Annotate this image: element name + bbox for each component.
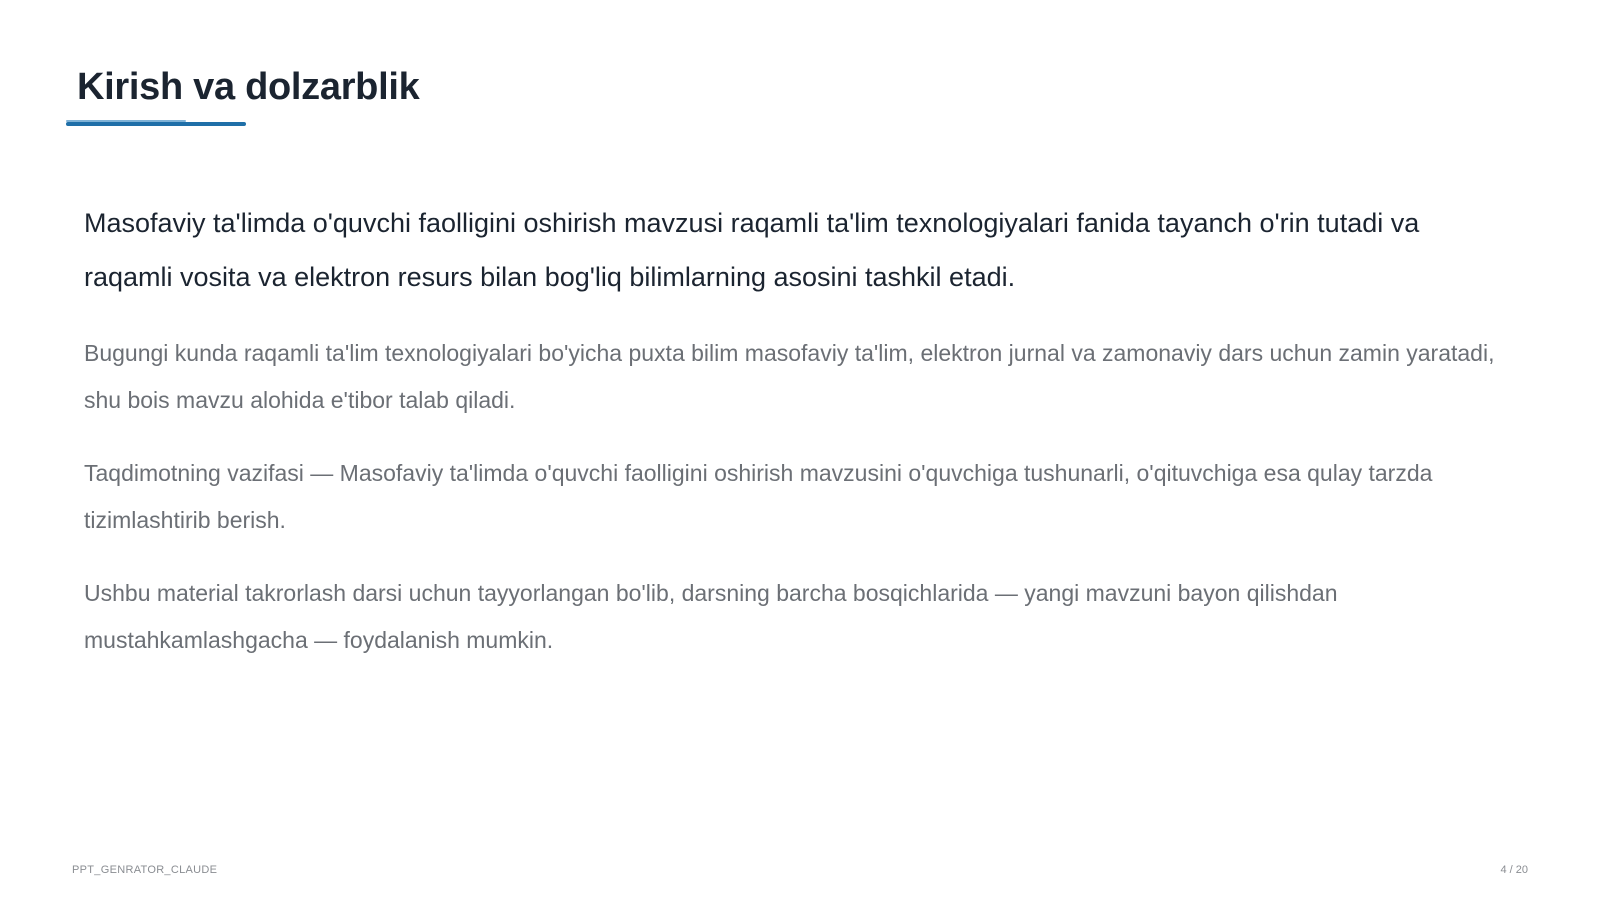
page-number: 4 / 20 [1500, 864, 1528, 876]
body-paragraph-3: Ushbu material takrorlash darsi uchun tayyorlangan bo'lib, darsning barcha bosqichlarida — yangi mavzuni bayon qilishdan mustahkamlashgacha — foydalanish mumkin. [84, 580, 1338, 653]
body-paragraph-2: Taqdimotning vazifasi — Masofaviy ta'limda o'quvchi faolligini oshirish mavzusini o'quvchiga tushunarli, o'qituvchiga esa qulay tarzda tizimlashtirib berish. [84, 460, 1433, 533]
body-paragraph-1: Bugungi kunda raqamli ta'lim texnologiyalari bo'yicha puxta bilim masofaviy ta'lim, elektron jurnal va zamonaviy dars uchun zamin yaratadi, shu bois mavzu alohida e'tibor talab qiladi. [84, 340, 1495, 413]
slide-title: Kirish va dolzarblik [77, 66, 420, 108]
footer-source: PPT_GENRATOR_CLAUDE [72, 864, 218, 876]
lead-paragraph: Masofaviy ta'limda o'quvchi faolligini oshirish mavzusi raqamli ta'lim texnologiyalari fanida tayanch o'rin tutadi va raqamli vosita va elektron resurs bilan bog'liq bilimlarning asosini tashkil etadi. [84, 208, 1420, 292]
slide-content [84, 196, 1504, 690]
title-underline [66, 122, 246, 126]
